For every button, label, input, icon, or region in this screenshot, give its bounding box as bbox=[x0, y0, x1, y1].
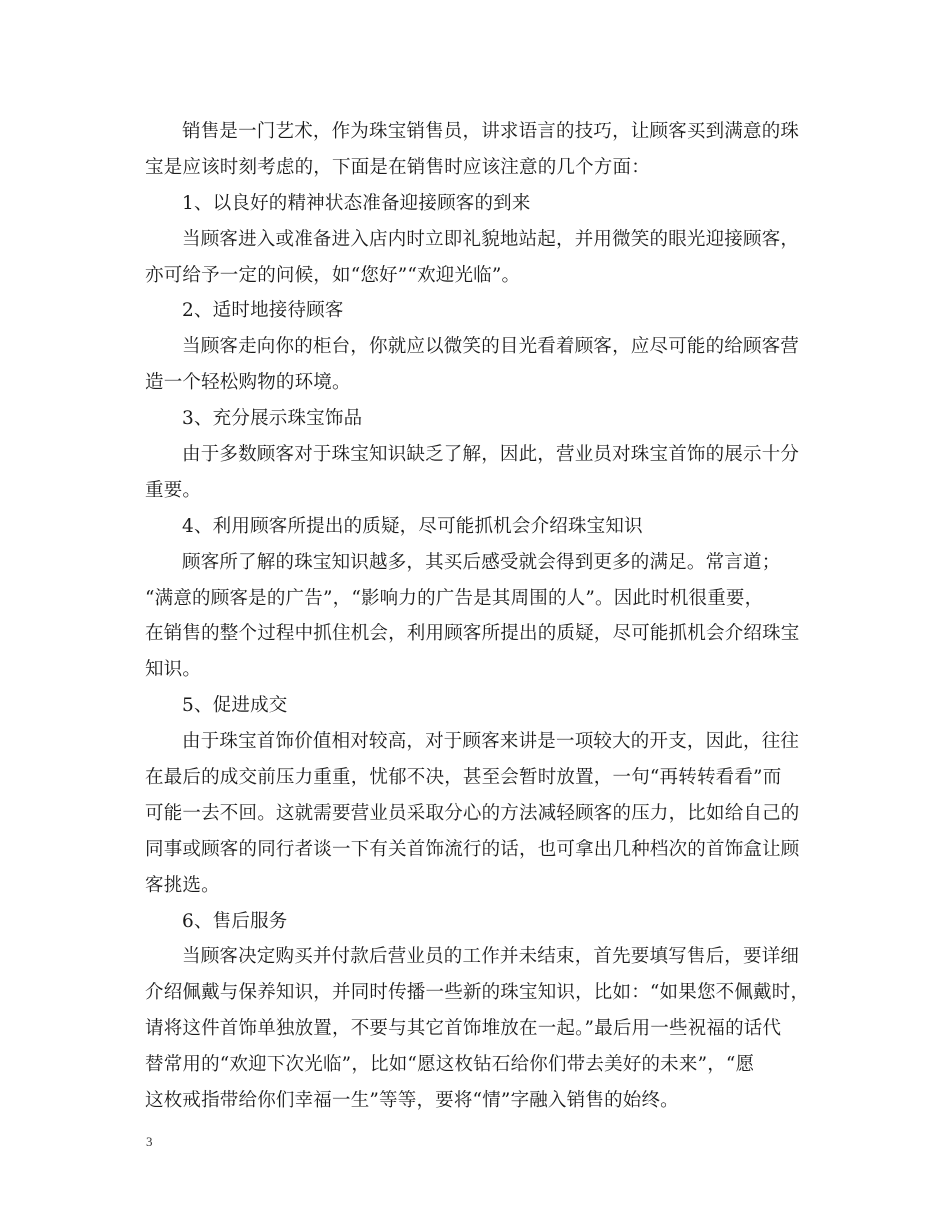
paragraph-line: 销售是一门艺术，作为珠宝销售员，讲求语言的技巧，让顾客买到满意的珠 bbox=[182, 121, 800, 142]
paragraph-line: 替常用的“欢迎下次光临”，比如“愿这枚钻石给你们带去美好的未来”，“愿 bbox=[145, 1054, 755, 1076]
paragraph-line: 同事或顾客的同行者谈一下有关首饰流行的话，也可拿出几种档次的首饰盒让顾 bbox=[145, 838, 800, 860]
heading-line: 1、以良好的精神状态准备迎接顾客的到来 bbox=[182, 192, 531, 214]
paragraph bbox=[145, 545, 805, 689]
section-heading bbox=[145, 904, 805, 940]
heading-line: 2、适时地接待顾客 bbox=[182, 300, 344, 322]
paragraph bbox=[145, 437, 805, 509]
paragraph-line: 亦可给予一定的问候，如“您好”“欢迎光临”。 bbox=[145, 264, 521, 286]
paragraph-line: 当顾客进入或准备进入店内时立即礼貌地站起，并用微笑的眼光迎接顾客， bbox=[182, 228, 800, 250]
heading-line: 6、售后服务 bbox=[182, 910, 288, 932]
paragraph-line: 顾客所了解的珠宝知识越多，其买后感受就会得到更多的满足。常言道； bbox=[182, 551, 781, 573]
section-heading bbox=[145, 293, 805, 329]
paragraph-line: 在销售的整个过程中抓住机会，利用顾客所提出的质疑，尽可能抓机会介绍珠宝 bbox=[145, 623, 800, 645]
paragraph-line: 由于珠宝首饰价值相对较高，对于顾客来讲是一项较大的开支，因此，往往 bbox=[182, 731, 800, 753]
heading-line: 3、充分展示珠宝饰品 bbox=[182, 408, 363, 430]
page-number: 3 bbox=[146, 1134, 153, 1149]
section-heading bbox=[145, 401, 805, 437]
paragraph-line: 在最后的成交前压力重重，忧郁不决，甚至会暂时放置，一句“再转转看看”而 bbox=[145, 767, 782, 789]
paragraph bbox=[145, 329, 805, 401]
paragraph-line: 由于多数顾客对于珠宝知识缺乏了解，因此，营业员对珠宝首饰的展示十分 bbox=[182, 444, 800, 466]
paragraph-line: 当顾客决定购买并付款后营业员的工作并未结束，首先要填写售后，要详细 bbox=[182, 946, 800, 968]
paragraph-line: 可能一去不回。这就需要营业员采取分心的方法减轻顾客的压力，比如给自己的 bbox=[145, 802, 800, 824]
paragraph-line: 客挑选。 bbox=[145, 874, 220, 896]
paragraph bbox=[145, 222, 805, 294]
paragraph bbox=[145, 939, 810, 1118]
section-heading bbox=[145, 688, 805, 724]
paragraph-line: “满意的顾客是的广告”，“影响力的广告是其周围的人”。因此时机很重要， bbox=[145, 587, 764, 609]
section-heading bbox=[145, 186, 805, 222]
paragraph-line: 造一个轻松购物的环境。 bbox=[145, 372, 351, 394]
paragraph-line: 知识。 bbox=[145, 659, 202, 681]
paragraph-line: 请将这件首饰单独放置，不要与其它首饰堆放在一起。”最后用一些祝福的话代 bbox=[145, 1018, 782, 1040]
section-heading bbox=[145, 509, 805, 545]
paragraph-line: 宝是应该时刻考虑的，下面是在销售时应该注意的几个方面： bbox=[145, 156, 650, 178]
document-body bbox=[145, 114, 810, 1119]
paragraph bbox=[145, 114, 805, 186]
paragraph-line: 重要。 bbox=[145, 479, 202, 501]
heading-line: 5、促进成交 bbox=[182, 695, 288, 717]
heading-line: 4、利用顾客所提出的质疑，尽可能抓机会介绍珠宝知识 bbox=[182, 515, 643, 537]
paragraph-line: 这枚戒指带给你们幸福一生”等等，要将“情”字融入销售的始终。 bbox=[145, 1090, 679, 1112]
paragraph-line: 介绍佩戴与保养知识，并同时传播一些新的珠宝知识，比如：“如果您不佩戴时， bbox=[145, 982, 810, 1004]
paragraph-line: 当顾客走向你的柜台，你就应以微笑的目光看着顾客，应尽可能的给顾客营 bbox=[182, 336, 800, 358]
paragraph bbox=[145, 724, 805, 903]
